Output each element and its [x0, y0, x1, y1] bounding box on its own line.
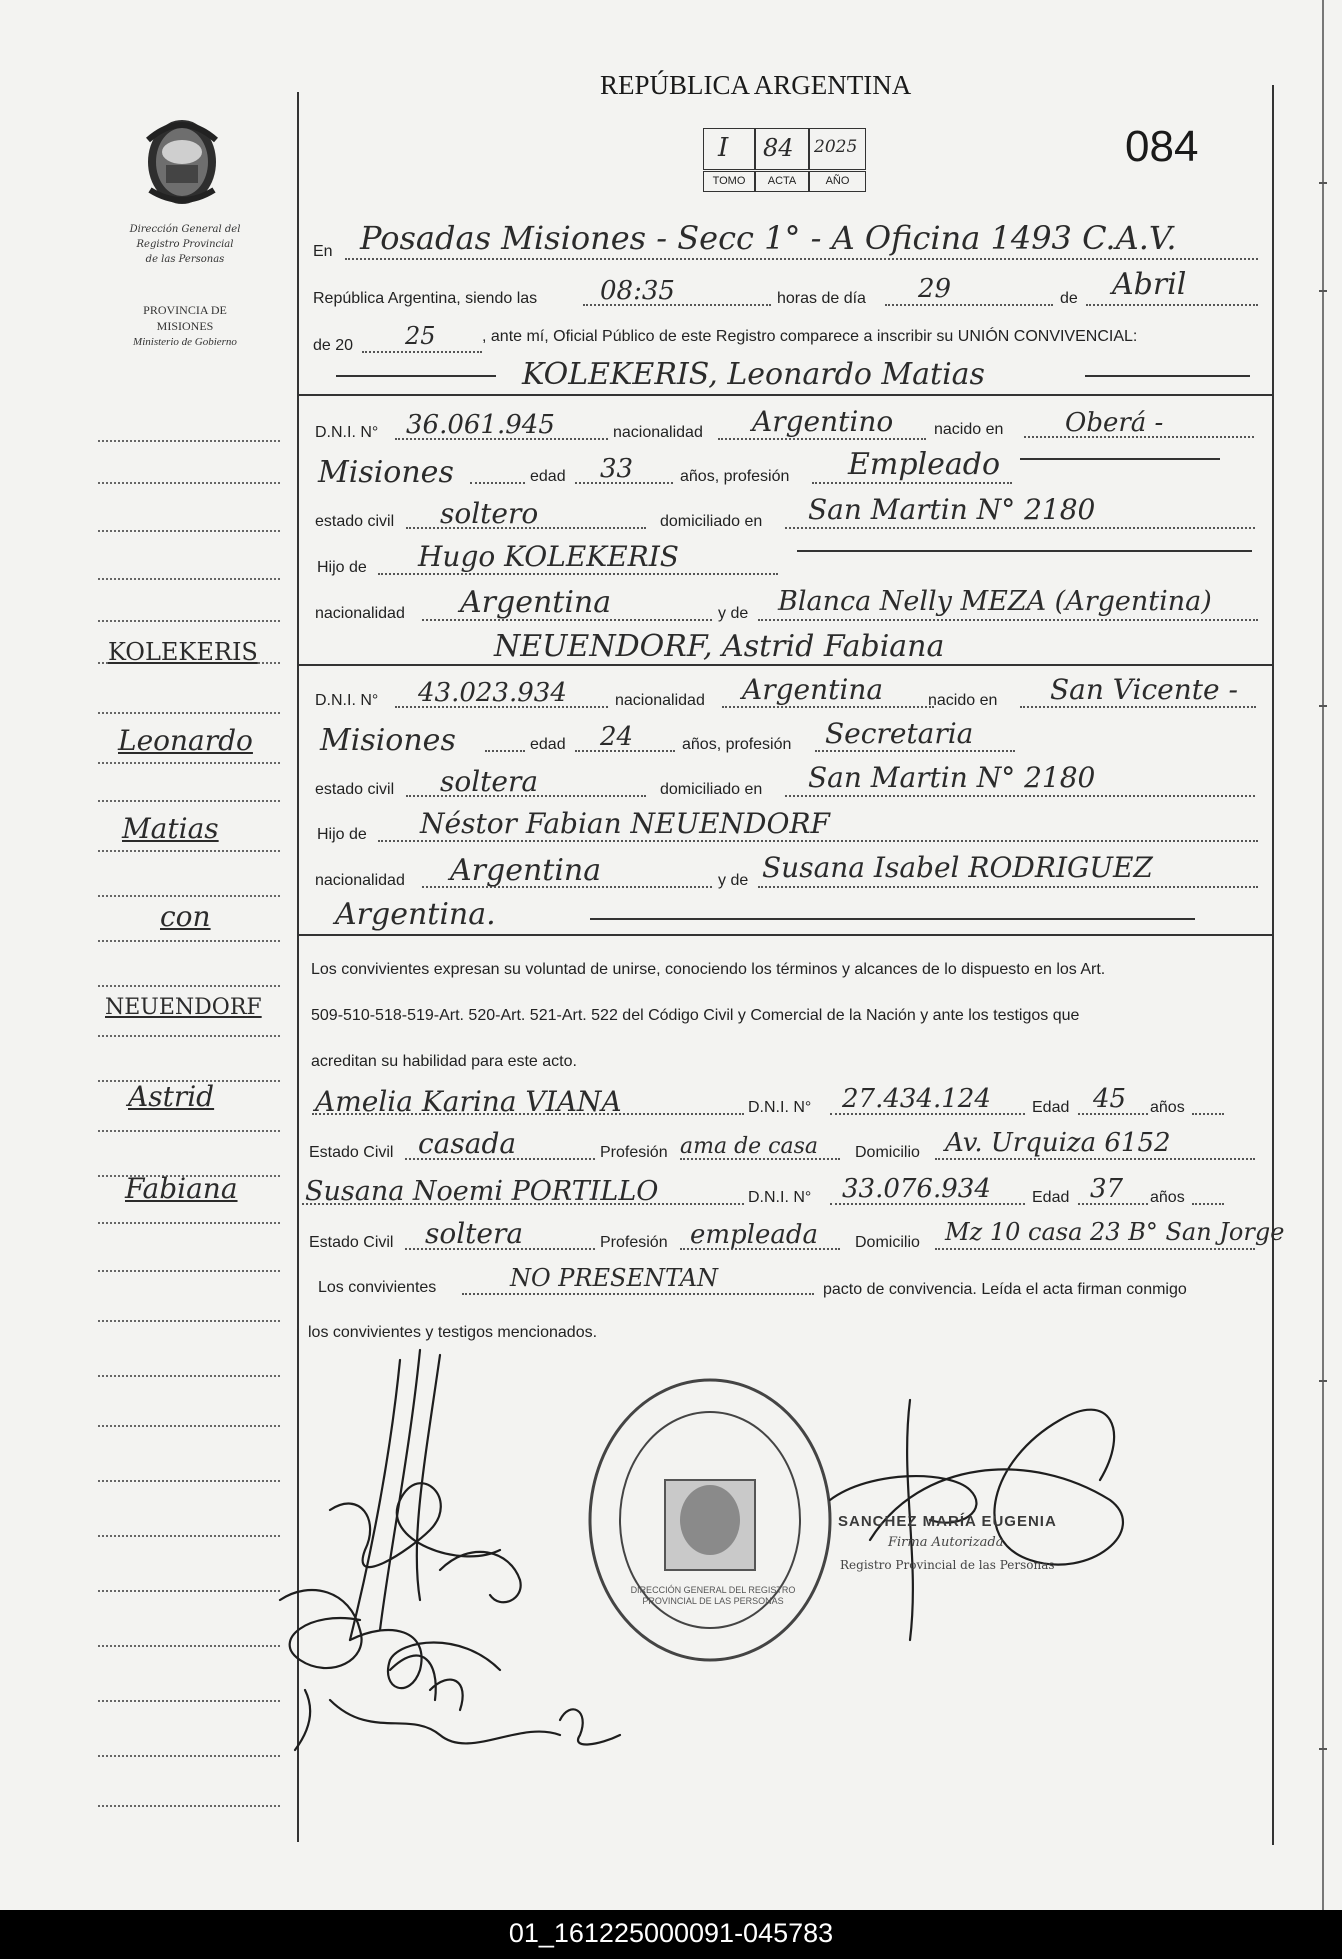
w1-anos-label: años [1150, 1099, 1185, 1116]
p2-nac-label: nacionalidad [615, 692, 705, 709]
p1-edad-label: edad [530, 468, 566, 485]
province-emblem [140, 110, 225, 215]
p1-dni: 36.061.945 [406, 410, 555, 440]
person2-name: NEUENDORF, Astrid Fabiana [494, 629, 945, 664]
official-name: SANCHEZ MARÍA EUGENIA [838, 1513, 1057, 1530]
margin-name: Fabiana [125, 1172, 238, 1205]
signature-scribbles [280, 1350, 620, 1750]
w1-profesion: ama de casa [680, 1134, 819, 1159]
p1-civil-label: estado civil [315, 513, 395, 530]
w2-civil-label: Estado Civil [309, 1234, 394, 1251]
name-dash [336, 375, 496, 377]
w2-profesion: empleada [690, 1220, 819, 1250]
footer-bar [0, 1910, 1342, 1959]
margin-name: Leonardo [118, 724, 253, 757]
p2-birthplace-a: San Vicente - [1050, 673, 1238, 706]
p2-madre-nac: Argentina. [335, 897, 496, 932]
binder-mark [1319, 1748, 1327, 1750]
p2-nacido-label: nacido en [928, 692, 998, 709]
w2-name: Susana Noemi PORTILLO [305, 1176, 659, 1207]
p1-madre: Blanca Nelly MEZA (Argentina) [778, 586, 1212, 617]
closing-line2: los convivientes y testigos mencionados. [308, 1324, 598, 1341]
statement-line2: 509-510-518-519-Art. 520-Art. 521-Art. 522 del Código Civil y Comercial de la Nación y ante los testigos que [311, 1007, 1080, 1024]
w1-dni-label: D.N.I. N° [748, 1099, 812, 1116]
w2-dom-label: Domicilio [855, 1234, 920, 1251]
w1-dni: 27.434.124 [842, 1084, 991, 1114]
tomo-label: TOMO [703, 171, 755, 192]
binder-mark [1319, 1380, 1327, 1382]
acta-cell [755, 128, 809, 170]
w2-prof-label: Profesión [600, 1234, 668, 1251]
fill-dash [1020, 458, 1220, 460]
fill-dash [797, 550, 1252, 552]
official-title: Firma Autorizada [888, 1535, 1004, 1550]
p1-profesion: Empleado [848, 447, 1001, 482]
province-text: PROVINCIA DE MISIONES Ministerio de Gobierno [133, 303, 237, 348]
p2-profesion: Secretaria [825, 717, 974, 750]
day-value: 29 [918, 274, 952, 304]
w2-dni: 33.076.934 [842, 1174, 991, 1204]
month-value: Abril [1112, 267, 1187, 302]
anio-cell [809, 128, 866, 170]
person1-name: KOLEKERIS, Leonardo Matias [522, 357, 985, 392]
tomo-value: I [718, 133, 729, 163]
p1-hijo-label: Hijo de [317, 559, 367, 576]
country-title: REPÚBLICA ARGENTINA [600, 70, 912, 100]
p2-estado-civil: soltera [440, 765, 539, 798]
p2-edad: 24 [600, 722, 634, 752]
acta-value: 84 [763, 134, 794, 162]
w2-domicilio: Mz 10 casa 23 B° San Jorge [945, 1218, 1285, 1246]
p1-birthplace-a: Oberá - [1065, 408, 1164, 438]
p2-nacionalidad: Argentina [742, 673, 884, 706]
p2-madre: Susana Isabel RODRIGUEZ [762, 851, 1153, 884]
binder-mark [1319, 290, 1327, 292]
section-divider [297, 664, 1274, 666]
w2-estado-civil: soltera [425, 1217, 524, 1250]
year-value: 25 [405, 322, 436, 350]
w1-name: Amelia Karina VIANA [315, 1085, 622, 1118]
horas-label: horas de día [777, 290, 866, 307]
tomo-cell [703, 128, 755, 170]
p2-dom-label: domiciliado en [660, 781, 763, 798]
p2-padre: Néstor Fabian NEUENDORF [420, 807, 830, 840]
fill-dash [590, 918, 1195, 920]
section-divider [297, 394, 1274, 396]
w2-dni-label: D.N.I. N° [748, 1189, 812, 1206]
p1-nac-label: nacionalidad [613, 424, 703, 441]
p1-dom-label: domiciliado en [660, 513, 763, 530]
w1-estado-civil: casada [418, 1127, 517, 1160]
w1-domicilio: Av. Urquiza 6152 [945, 1128, 1171, 1158]
margin-name: Astrid [128, 1080, 215, 1113]
acta-label: ACTA [755, 171, 809, 192]
p2-prof-label: años, profesión [682, 736, 792, 753]
p1-birthplace-b: Misiones [318, 455, 454, 490]
year-prefix-label: de 20 [313, 337, 354, 354]
statement-line1: Los convivientes expresan su voluntad de unirse, conociendo los términos y alcances de lo dispuesto en los Art. [311, 961, 1106, 978]
en-label: En [313, 243, 333, 260]
margin-name: Matias [122, 812, 219, 845]
p1-prof-label: años, profesión [680, 468, 790, 485]
agency-text: Dirección General del Registro Provincial de las Personas [129, 224, 241, 265]
margin-name: NEUENDORF [105, 995, 262, 1020]
anio-value: 2025 [814, 137, 858, 157]
margin-name: KOLEKERIS [108, 638, 258, 666]
p2-domicilio: San Martin N° 2180 [808, 761, 1096, 794]
margin-name: con [160, 900, 211, 933]
p2-padre-nac-label: nacionalidad [315, 872, 405, 889]
w2-edad: 37 [1090, 1174, 1124, 1204]
p2-birthplace-b: Misiones [320, 723, 456, 758]
p1-nacionalidad: Argentino [752, 405, 894, 438]
p1-domicilio: San Martin N° 2180 [808, 493, 1096, 526]
official-seal [590, 1380, 830, 1660]
p2-dni: 43.023.934 [418, 678, 567, 708]
w2-anos-label: años [1150, 1189, 1185, 1206]
p1-padre: Hugo KOLEKERIS [418, 540, 679, 573]
binder-mark [1319, 182, 1327, 184]
p1-ymadre-label: y de [718, 605, 749, 622]
p2-ymadre-label: y de [718, 872, 749, 889]
seal-text: DIRECCIÓN GENERAL DEL REGISTRO PROVINCIAL DE LAS PERSONAS [630, 1585, 796, 1606]
signatures-area [270, 1340, 1280, 1770]
p1-padre-nac: Argentina [460, 585, 612, 620]
de-label: de [1060, 290, 1078, 307]
p1-dni-label: D.N.I. N° [315, 424, 379, 441]
p1-edad: 33 [600, 454, 634, 484]
p2-hijo-label: Hijo de [317, 826, 367, 843]
official-agency: Registro Provincial de las Personas [840, 1558, 1055, 1572]
binder-mark [1319, 705, 1327, 707]
barcode-id: 01_161225000091-045783 [508, 1918, 834, 1948]
convivientes-label: Los convivientes [318, 1279, 437, 1296]
w1-prof-label: Profesión [600, 1144, 668, 1161]
pacto-text: pacto de convivencia. Leída el acta firman conmigo [823, 1281, 1187, 1298]
p1-estado-civil: soltero [440, 497, 539, 530]
place-value: Posadas Misiones - Secc 1° - A Oficina 1493 C.A.V. [360, 219, 1177, 257]
name-dash [1085, 375, 1250, 377]
page-number: 084 [1125, 122, 1199, 171]
time-value: 08:35 [600, 276, 675, 306]
w1-dom-label: Domicilio [855, 1144, 920, 1161]
intro-statement: , ante mí, Oficial Público de este Registro comparece a inscribir su UNIÓN CONVIVENCIAL: [482, 328, 1138, 345]
section-divider [297, 934, 1274, 936]
w1-civil-label: Estado Civil [309, 1144, 394, 1161]
p2-civil-label: estado civil [315, 781, 395, 798]
p1-padre-nac-label: nacionalidad [315, 605, 405, 622]
p1-nacido-label: nacido en [934, 421, 1004, 438]
page-edge-line [1322, 0, 1324, 1910]
anio-label: AÑO [809, 171, 866, 192]
p2-edad-label: edad [530, 736, 566, 753]
p2-padre-nac: Argentina [450, 853, 602, 888]
pacto-value: NO PRESENTAN [510, 1264, 719, 1292]
w2-edad-label: Edad [1032, 1189, 1070, 1206]
statement-line3: acreditan su habilidad para este acto. [311, 1053, 577, 1070]
w1-edad-label: Edad [1032, 1099, 1070, 1116]
p2-dni-label: D.N.I. N° [315, 692, 379, 709]
w1-edad: 45 [1093, 1084, 1127, 1114]
republica-label: República Argentina, siendo las [313, 290, 538, 307]
